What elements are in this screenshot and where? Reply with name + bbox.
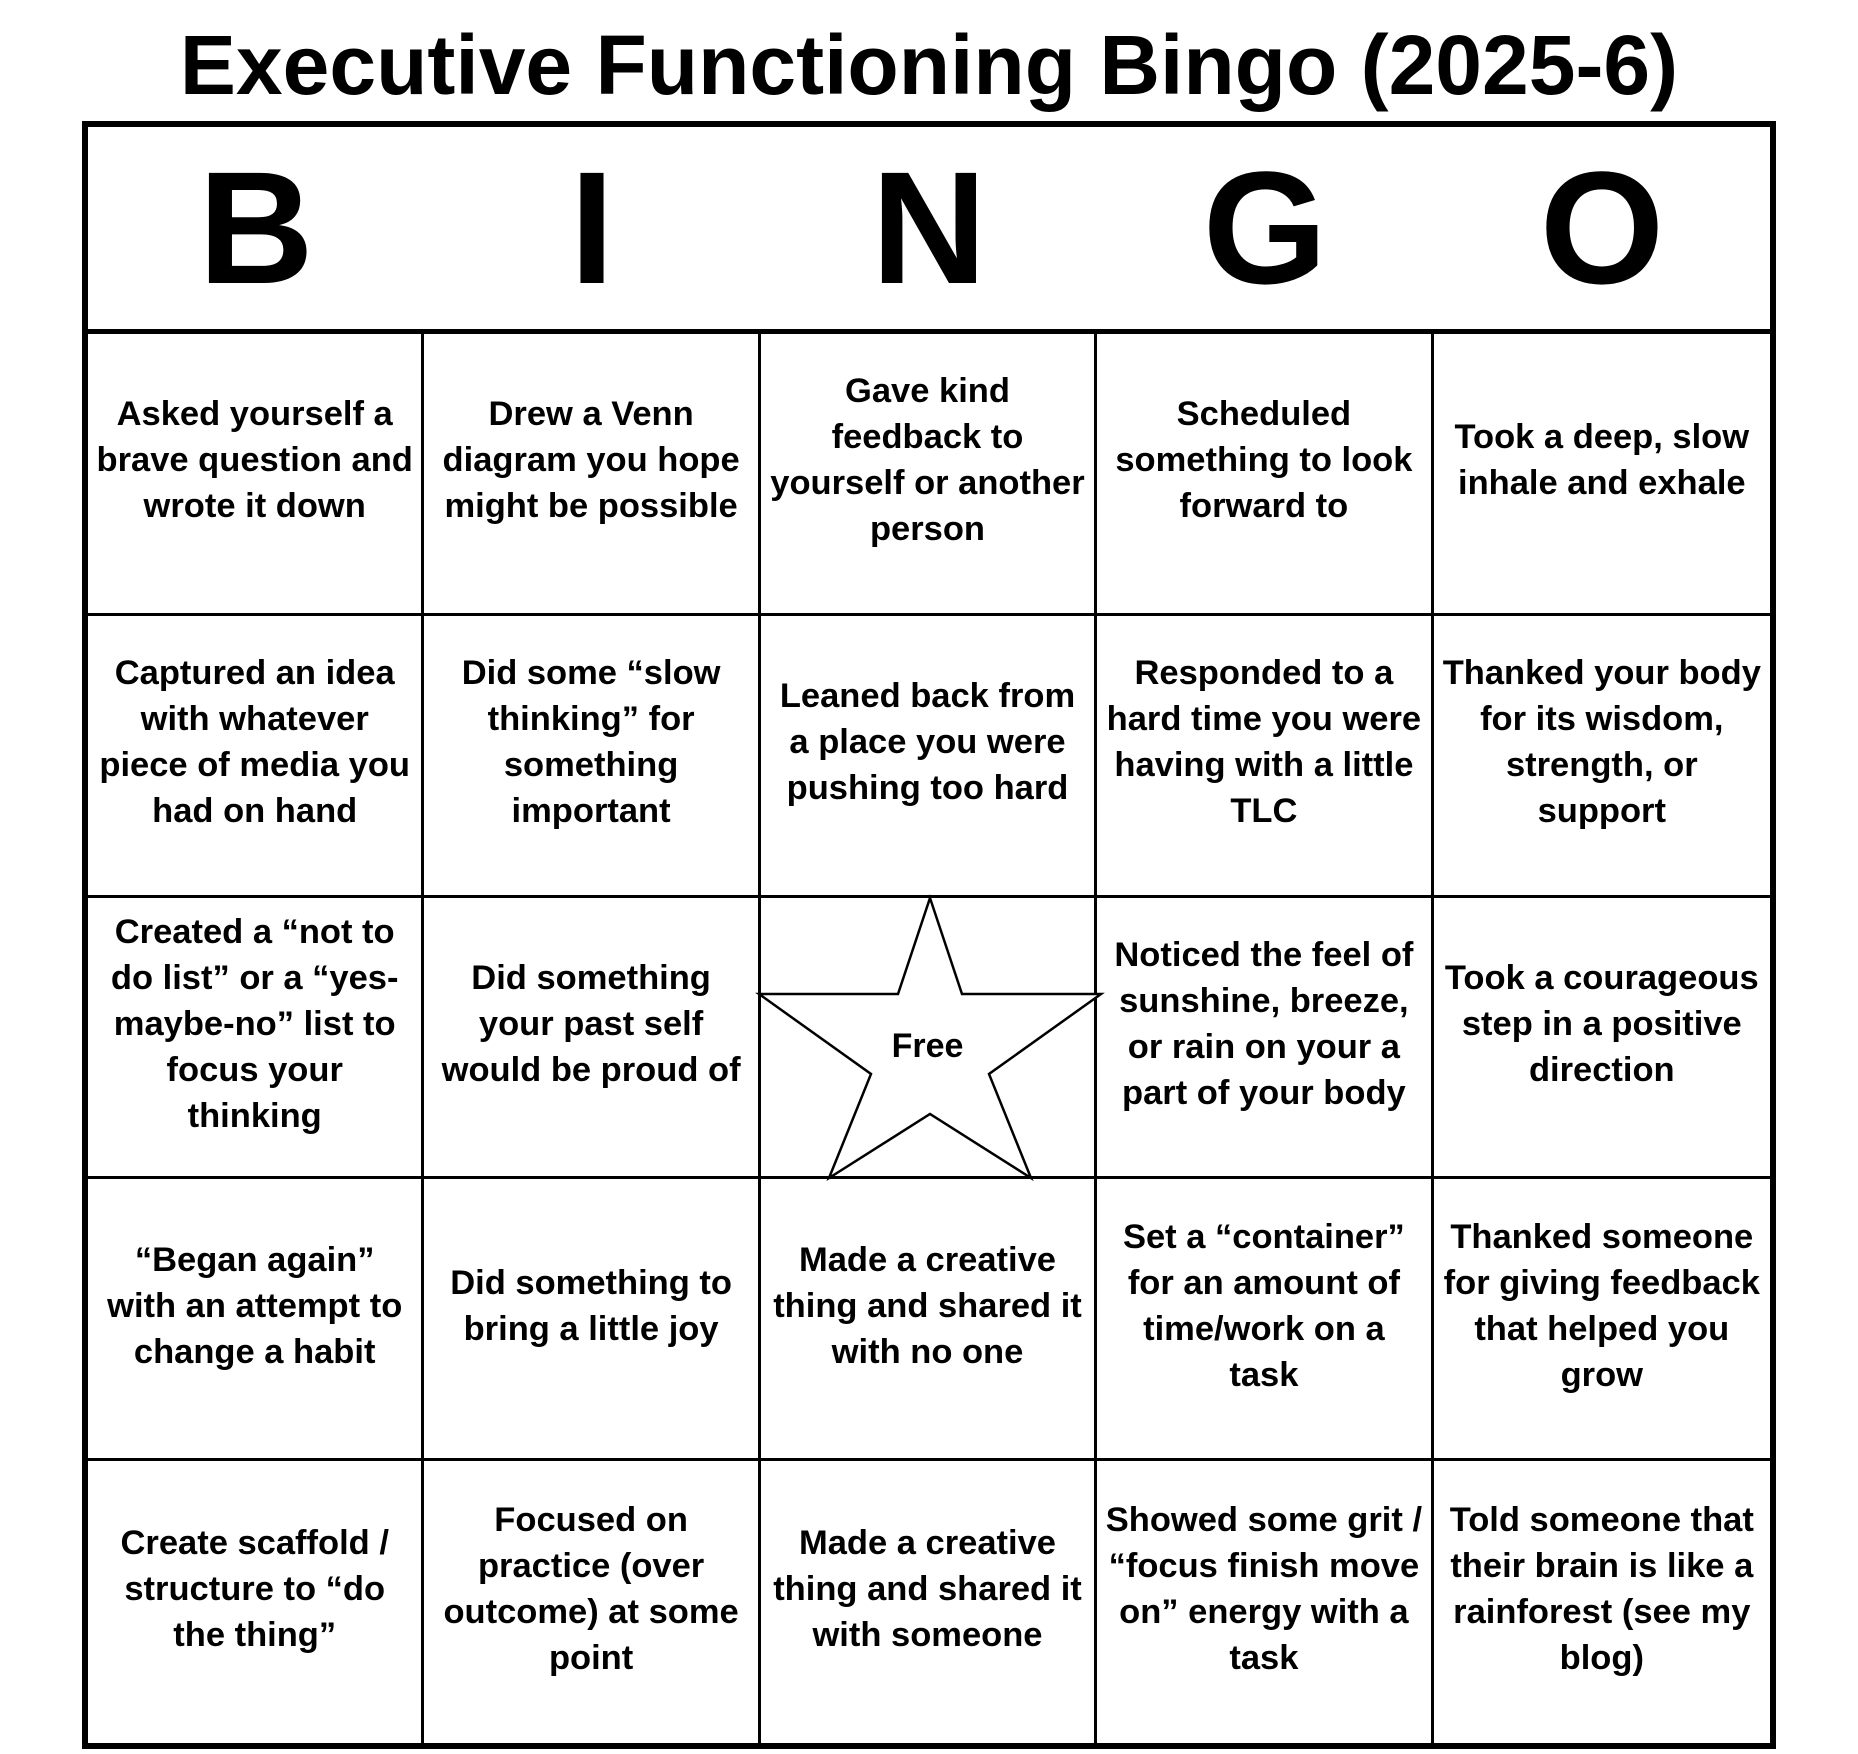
bingo-cell[interactable] — [88, 616, 424, 898]
bingo-cell-text: Scheduled something to look forward to — [1115, 395, 1413, 526]
bingo-cell-text: Showed some grit / “focus finish move on” energy with a task — [1105, 1501, 1423, 1678]
bingo-header — [88, 127, 1770, 334]
bingo-cell[interactable] — [761, 1179, 1097, 1461]
bingo-cell[interactable] — [424, 1461, 760, 1743]
bingo-cell[interactable] — [88, 334, 424, 616]
bingo-cell[interactable] — [424, 334, 760, 616]
bingo-cell[interactable] — [424, 898, 760, 1180]
free-space-cell[interactable] — [761, 898, 1097, 1180]
bingo-cell-text: Took a deep, slow inhale and exhale — [1454, 418, 1750, 503]
bingo-cell-text: Did something to bring a little joy — [450, 1263, 732, 1348]
bingo-cell[interactable] — [1097, 1179, 1433, 1461]
bingo-cell[interactable] — [761, 334, 1097, 616]
bingo-cell[interactable] — [1434, 334, 1770, 616]
bingo-cell-text: Did some “slow thinking” for something important — [461, 654, 721, 831]
free-label: Free — [891, 1026, 964, 1065]
bingo-cell-text: “Began again” with an attempt to change a habit — [107, 1240, 403, 1371]
bingo-cell-text: Made a creative thing and shared it with no one — [773, 1240, 1082, 1371]
bingo-cell-text: Told someone that their brain is like a rainforest (see my blog) — [1449, 1501, 1754, 1678]
bingo-board — [82, 121, 1776, 1749]
bingo-cell[interactable] — [1434, 1179, 1770, 1461]
bingo-cell-text: Took a courageous step in a positive direction — [1444, 958, 1759, 1089]
bingo-cell-text: Asked yourself a brave question and wrote it down — [96, 395, 413, 526]
header-letter-o: O — [1539, 138, 1665, 317]
bingo-cell-text: Responded to a hard time you were having with a little TLC — [1106, 654, 1422, 831]
header-letter-i: I — [569, 138, 615, 317]
bingo-cell[interactable] — [1097, 898, 1433, 1180]
bingo-cell[interactable] — [88, 1461, 424, 1743]
bingo-cell[interactable] — [1097, 334, 1433, 616]
header-letter-g: G — [1202, 138, 1328, 317]
bingo-cell[interactable] — [1434, 616, 1770, 898]
bingo-cell-text: Noticed the feel of sunshine, breeze, or rain on your a part of your body — [1114, 935, 1414, 1112]
bingo-cell-text: Leaned back from a place you were pushing too hard — [779, 677, 1076, 808]
bingo-cell[interactable] — [1097, 1461, 1433, 1743]
bingo-cell[interactable] — [424, 616, 760, 898]
bingo-cell[interactable] — [1434, 1461, 1770, 1743]
bingo-cell[interactable] — [1097, 616, 1433, 898]
bingo-cell[interactable] — [761, 1461, 1097, 1743]
bingo-cell-text: Focused on practice (over outcome) at some point — [443, 1501, 739, 1678]
bingo-cell-text: Created a “not to do list” or a “yes-maybe-no” list to focus your thinking — [110, 912, 399, 1135]
bingo-cell-text: Made a creative thing and shared it with someone — [773, 1524, 1082, 1655]
bingo-cell[interactable] — [88, 898, 424, 1180]
bingo-cell-text: Set a “container” for an amount of time/work on a task — [1122, 1217, 1405, 1394]
bingo-cell-text: Thanked someone for giving feedback that helped you grow — [1443, 1217, 1760, 1394]
bingo-cell[interactable] — [424, 1179, 760, 1461]
bingo-cell[interactable] — [88, 1179, 424, 1461]
header-letter-b: B — [198, 138, 314, 317]
page-title: Executive Functioning Bingo (2025-6) — [179, 18, 1679, 112]
bingo-cell-text: Thanked your body for its wisdom, strength, or support — [1442, 654, 1761, 831]
bingo-cell-text: Gave kind feedback to yourself or another person — [770, 372, 1085, 549]
bingo-grid — [88, 334, 1770, 1743]
bingo-cell[interactable] — [761, 616, 1097, 898]
bingo-cell-text: Captured an idea with whatever piece of media you had on hand — [99, 654, 410, 831]
bingo-cell-text: Create scaffold / structure to “do the thing” — [120, 1524, 389, 1655]
bingo-cell-text: Drew a Venn diagram you hope might be possible — [442, 395, 740, 526]
bingo-cell[interactable] — [1434, 898, 1770, 1180]
header-letter-n: N — [871, 138, 987, 317]
bingo-cell-text: Did something your past self would be proud of — [441, 958, 741, 1089]
